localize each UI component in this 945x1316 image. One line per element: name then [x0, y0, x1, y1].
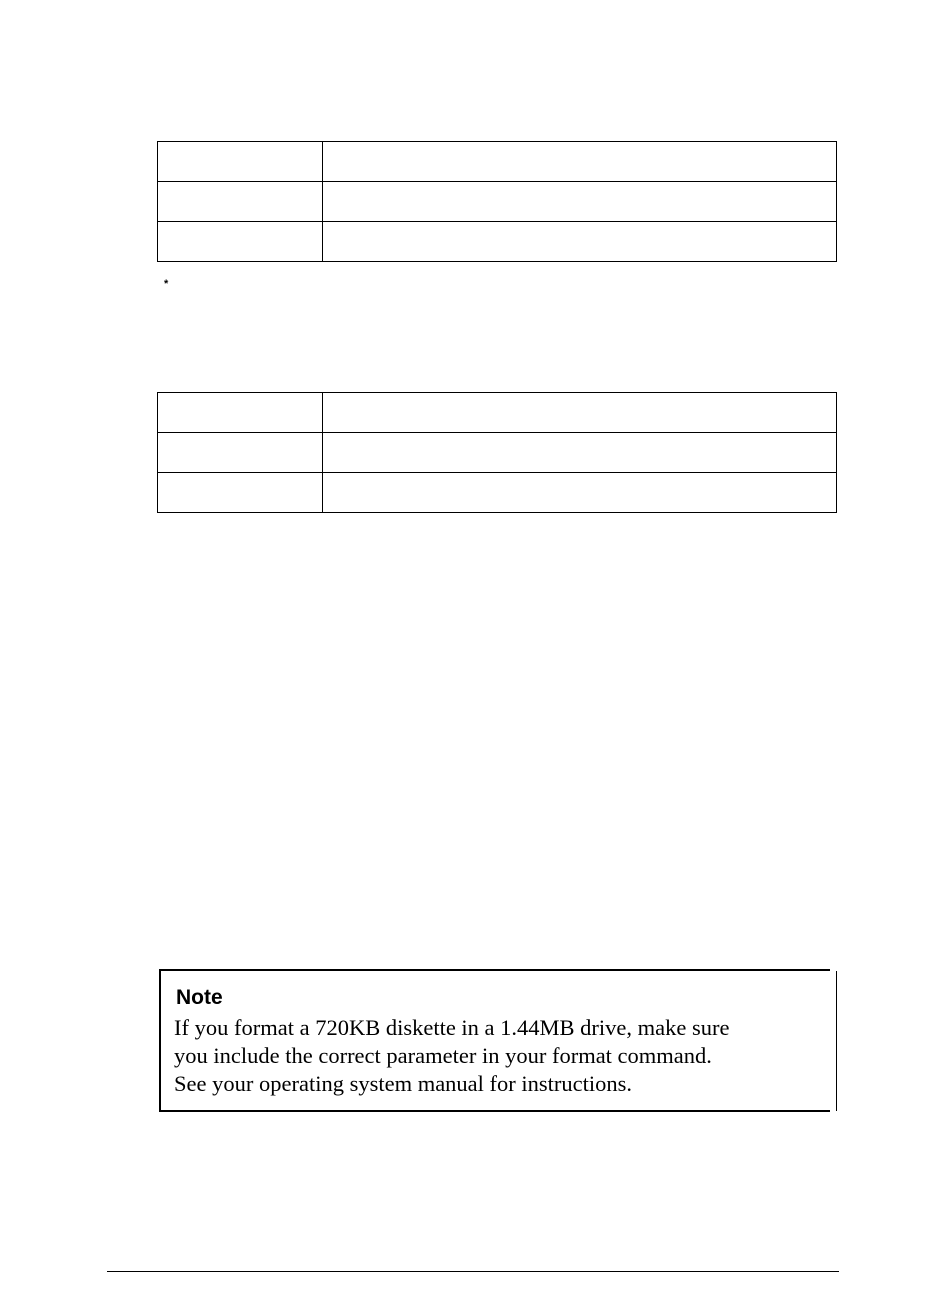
table-cell — [323, 393, 837, 433]
table-cell — [323, 433, 837, 473]
table-cell — [158, 142, 323, 182]
table-cell — [158, 182, 323, 222]
footnote-marker: * — [164, 278, 169, 290]
note-right-rule — [836, 971, 837, 1111]
table-row — [158, 182, 837, 222]
note-title: Note — [176, 986, 223, 1009]
table-row — [158, 222, 837, 262]
note-line: See your operating system manual for instructions. — [174, 1071, 633, 1096]
note-left-rule — [159, 969, 161, 1112]
table-row — [158, 473, 837, 513]
table-cell — [158, 473, 323, 513]
table-row — [158, 142, 837, 182]
note-box — [159, 969, 837, 1112]
table-cell — [323, 142, 837, 182]
table-row — [158, 433, 837, 473]
note-line: you include the correct parameter in your format command. — [174, 1043, 712, 1068]
note-line: If you format a 720KB diskette in a 1.44MB drive, make sure — [174, 1015, 730, 1040]
table-row — [158, 393, 837, 433]
table-cell — [158, 433, 323, 473]
spec-table-1 — [157, 141, 837, 262]
table-cell — [158, 393, 323, 433]
spec-table-2 — [157, 392, 837, 513]
table-cell — [323, 222, 837, 262]
footer-rule — [107, 1271, 839, 1272]
table-cell — [323, 182, 837, 222]
table-cell — [323, 473, 837, 513]
table-cell — [158, 222, 323, 262]
note-body — [174, 1014, 824, 1098]
note-top-rule — [159, 969, 830, 971]
note-bottom-rule — [159, 1110, 830, 1112]
